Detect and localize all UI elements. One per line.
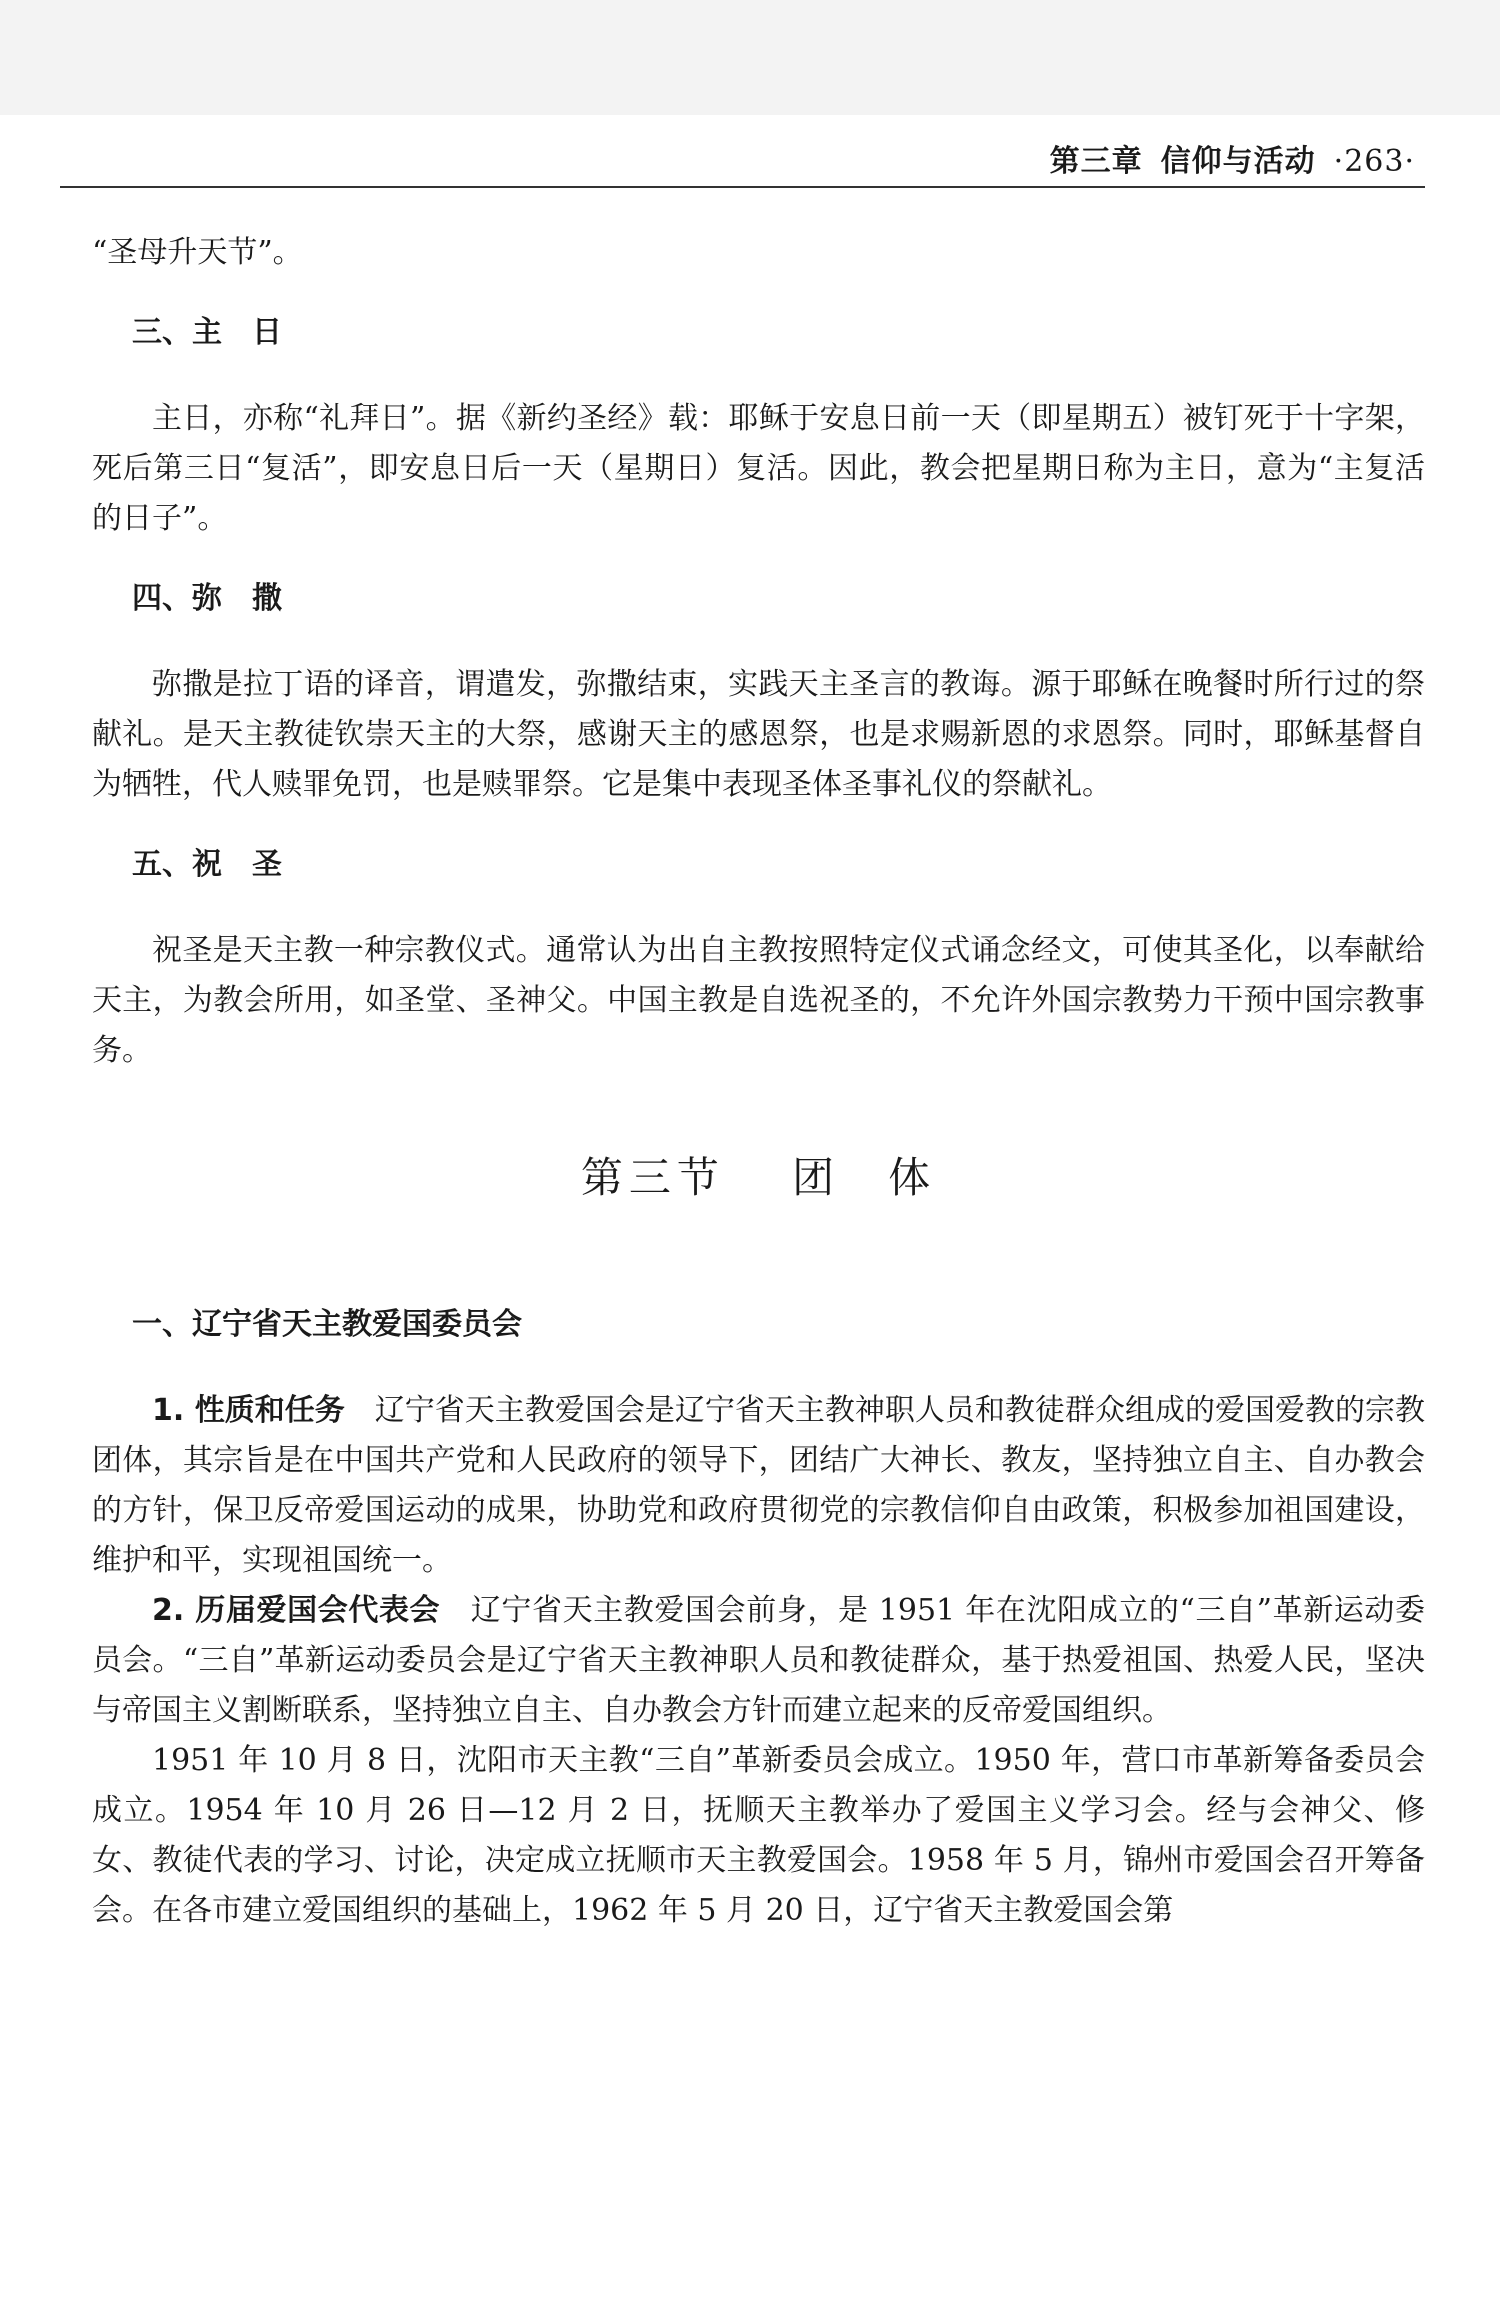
scan-top-margin [0, 0, 1500, 115]
chapter-label: 第三章 [1049, 144, 1143, 179]
page-body [92, 228, 1425, 1936]
text-nature-tasks: 辽宁省天主教爱国会是辽宁省天主教神职人员和教徒群众组成的爱国爱教的宗教团体，其宗旨是在中国共产党和人民政府的领导下，团结广大神长、教友，坚持独立自主、自办教会的方针，保卫反帝爱国运动的成果，协助党和政府贯彻党的宗教信仰自由政策，积极参加祖国建设，维护和平，实现祖国统一。 [92, 1393, 1426, 1578]
running-header [60, 130, 1425, 188]
section-title: 第三节 团 体 [580, 1153, 937, 1202]
chapter-title: 信仰与活动 [1160, 144, 1316, 179]
paragraph-history: 1951 年 10 月 8 日，沈阳市天主教“三自”革新委员会成立。1950 年，营口市革新筹备委员会成立。1954 年 10 月 26 日—12 月 2 日，抚顺天主教举办了爱国主义学习会。经与会神父、修女、教徒代表的学习、讨论，决定成立抚顺市天主教爱国会。1958 年 5 月，锦州市爱国会召开筹备会。在各市建立爱国组织的基础上，1962 年 5 月 20 日，辽宁省天主教爱国会第 [92, 1743, 1425, 1928]
subheading-congresses: 2. 历届爱国会代表会 [152, 1593, 441, 1628]
paragraph-congresses [92, 1586, 1425, 1736]
page-number: ·263· [1333, 144, 1415, 179]
heading-lords-day: 三、主 日 [132, 315, 282, 350]
subheading-nature-tasks: 1. 性质和任务 [152, 1393, 345, 1428]
heading-association: 一、辽宁省天主教爱国委员会 [132, 1307, 522, 1342]
paragraph-lords-day: 主日，亦称“礼拜日”。据《新约圣经》载：耶稣于安息日前一天（即星期五）被钉死于十字架，死后第三日“复活”，即安息日后一天（星期日）复活。因此，教会把星期日称为主日，意为“主复活的日子”。 [92, 401, 1425, 536]
text-congresses: 辽宁省天主教爱国会前身，是 1951 年在沈阳成立的“三自”革新运动委员会。“三自”革新运动委员会是辽宁省天主教神职人员和教徒群众，基于热爱祖国、热爱人民，坚决与帝国主义割断联系，坚持独立自主、自办教会方针而建立起来的反帝爱国组织。 [92, 1593, 1426, 1728]
paragraph-continued: “圣母升天节”。 [92, 235, 303, 270]
heading-mass: 四、弥 撒 [132, 581, 282, 616]
paragraph-nature-tasks [92, 1386, 1425, 1586]
heading-consecration: 五、祝 圣 [132, 847, 282, 882]
paragraph-mass: 弥撒是拉丁语的译音，谓遣发，弥撒结束，实践天主圣言的教诲。源于耶稣在晚餐时所行过的祭献礼。是天主教徒钦崇天主的大祭，感谢天主的感恩祭，也是求赐新恩的求恩祭。同时，耶稣基督自为牺牲，代人赎罪免罚，也是赎罪祭。它是集中表现圣体圣事礼仪的祭献礼。 [92, 667, 1425, 802]
paragraph-consecration: 祝圣是天主教一种宗教仪式。通常认为出自主教按照特定仪式诵念经文，可使其圣化，以奉献给天主，为教会所用，如圣堂、圣神父。中国主教是自选祝圣的，不允许外国宗教势力干预中国宗教事务。 [92, 933, 1425, 1068]
running-header-text [1032, 136, 1415, 180]
